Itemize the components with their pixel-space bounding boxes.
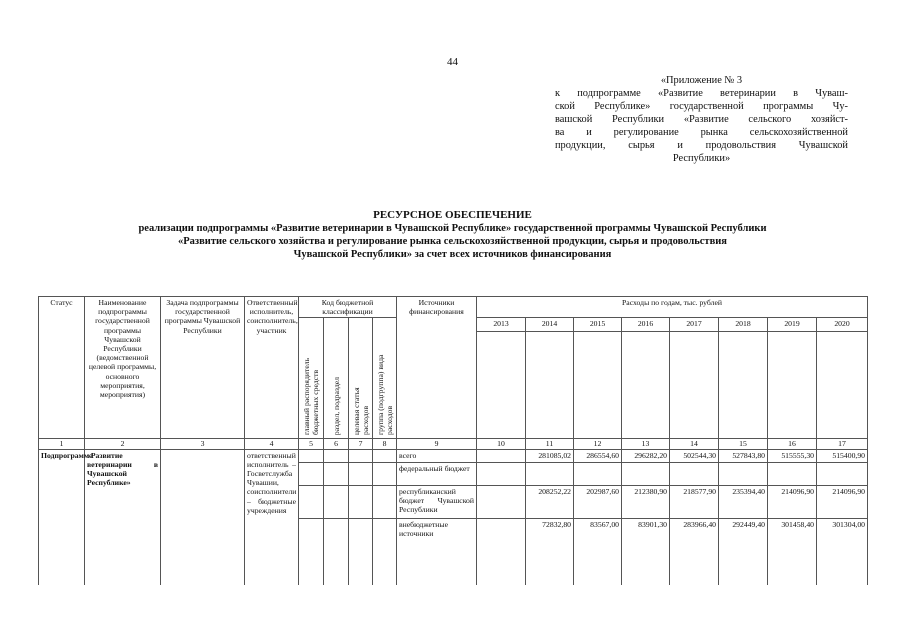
header-sources: Источники финансирования [397,297,477,439]
source-cell: республиканский бюджет Чувашской Республики [397,485,477,518]
year-2015: 2015 [574,318,622,332]
col-number: 12 [574,439,622,449]
col-number: 17 [817,439,868,449]
appendix-line: Республики» [672,153,731,164]
task-cell [161,449,245,585]
code-cell [349,462,373,485]
code-cell [373,485,397,518]
header-section [324,318,349,439]
source-cell: всего [397,449,477,462]
value-cell: 502544,30 [670,449,719,462]
appendix-line: ской Республике» государственной программы Чу- [555,101,848,112]
col-number: 5 [299,439,324,449]
value-cell [526,462,574,485]
value-cell: 296282,20 [622,449,670,462]
code-cell [349,518,373,585]
col-number: 6 [324,439,349,449]
header-expenses: Расходы по годам, тыс. рублей [477,297,868,318]
value-cell: 208252,22 [526,485,574,518]
header-grbs [299,318,324,439]
year-2020: 2020 [817,318,868,332]
header-grbs-text: главный распорядитель бюджетных средств [302,358,320,436]
value-cell: 515555,30 [768,449,817,462]
code-cell [349,485,373,518]
header-target [349,318,373,439]
code-cell [299,449,324,462]
col-number: 8 [373,439,397,449]
value-cell: 527843,80 [719,449,768,462]
value-cell [670,462,719,485]
page-number: 44 [447,56,458,68]
value-cell [477,485,526,518]
value-cell: 283966,40 [670,518,719,585]
code-cell [373,518,397,585]
value-cell [817,462,868,485]
value-cell [719,462,768,485]
source-cell: внебюджетные источники [397,518,477,585]
code-cell [373,462,397,485]
col-number: 7 [349,439,373,449]
col-number: 3 [161,439,245,449]
appendix-note [555,74,848,165]
code-cell [324,485,349,518]
code-cell [299,518,324,585]
code-cell [324,462,349,485]
year-2019: 2019 [768,318,817,332]
year-blank [670,331,719,438]
year-2018: 2018 [719,318,768,332]
header-task: Задача подпрограммы государственной программы Чувашской Республики [161,297,245,439]
year-blank [719,331,768,438]
year-blank [526,331,574,438]
year-2017: 2017 [670,318,719,332]
executor-cell: ответственный исполнитель – Госветслужба Чувашии, соисполнители – бюджетные учреждения [245,449,299,585]
value-cell: 218577,90 [670,485,719,518]
status-cell: Подпрограмма [39,449,85,585]
year-2013: 2013 [477,318,526,332]
value-cell [574,462,622,485]
col-number: 4 [245,439,299,449]
code-cell [324,518,349,585]
col-number: 2 [85,439,161,449]
value-cell: 214096,90 [817,485,868,518]
year-blank [477,331,526,438]
year-blank [622,331,670,438]
value-cell: 83567,00 [574,518,622,585]
col-number: 16 [768,439,817,449]
year-2016: 2016 [622,318,670,332]
code-cell [324,449,349,462]
value-cell [477,518,526,585]
code-cell [373,449,397,462]
code-cell [299,462,324,485]
source-cell: федеральный бюджет [397,462,477,485]
header-executor: Ответственный исполнитель, соисполнитель, участник [245,297,299,439]
header-section-text: раздел, подраздел [331,377,341,436]
value-cell: 301458,40 [768,518,817,585]
year-2014: 2014 [526,318,574,332]
year-blank [817,331,868,438]
appendix-line: ва и регулирование рынка сельскохозяйственной [555,127,848,138]
header-budget-code: Код бюджетной классификации [299,297,397,318]
value-cell: 301304,00 [817,518,868,585]
value-cell [622,462,670,485]
heading-line: «Развитие сельского хозяйства и регулирование рынка сельскохозяйственной продукции, сырья и продовольствия [178,236,727,247]
appendix-line: продукции, сырья и продовольствия Чувашской [555,140,848,151]
resource-table [38,296,868,585]
code-cell [299,485,324,518]
col-number: 14 [670,439,719,449]
header-status: Статус [39,297,85,439]
column-number-row [39,439,868,449]
year-blank [768,331,817,438]
value-cell: 83901,30 [622,518,670,585]
col-number: 13 [622,439,670,449]
heading-line: Чувашской Республики» за счет всех источников финансирования [293,249,612,260]
table-row [39,449,868,462]
appendix-line: вашской Республики «Развитие сельского хозяйст- [555,114,848,125]
heading-title: РЕСУРСНОЕ ОБЕСПЕЧЕНИЕ [373,209,532,221]
value-cell: 72832,80 [526,518,574,585]
value-cell: 214096,90 [768,485,817,518]
header-group-text: группа (подгруппа) вида расходов [375,354,394,436]
col-number: 15 [719,439,768,449]
col-number: 1 [39,439,85,449]
heading-line: реализации подпрограммы «Развитие ветеринарии в Чувашской Республике» государственной программы Чувашской Республики [138,223,767,234]
value-cell [477,449,526,462]
value-cell: 515400,90 [817,449,868,462]
year-blank [574,331,622,438]
header-group [373,318,397,439]
header-target-text: целевая статья расходов [351,387,370,436]
value-cell: 292449,40 [719,518,768,585]
col-number: 10 [477,439,526,449]
value-cell: 212380,90 [622,485,670,518]
appendix-line: к подпрограмме «Развитие ветеринарии в Чуваш- [555,88,848,99]
col-number: 11 [526,439,574,449]
value-cell: 286554,60 [574,449,622,462]
value-cell: 235394,40 [719,485,768,518]
value-cell [477,462,526,485]
appendix-title: «Приложение № 3 [660,75,743,86]
program-name-cell: «Развитие ветеринарии в Чувашской Республике» [85,449,161,585]
value-cell [768,462,817,485]
header-row [39,297,868,318]
value-cell: 281085,02 [526,449,574,462]
code-cell [349,449,373,462]
document-heading [0,209,905,261]
col-number: 9 [397,439,477,449]
value-cell: 202987,60 [574,485,622,518]
header-name: Наименование подпрограммы государственной программы Чувашской Республики (ведомственной целевой программы, основного мероприятия, мероприятия) [85,297,161,439]
